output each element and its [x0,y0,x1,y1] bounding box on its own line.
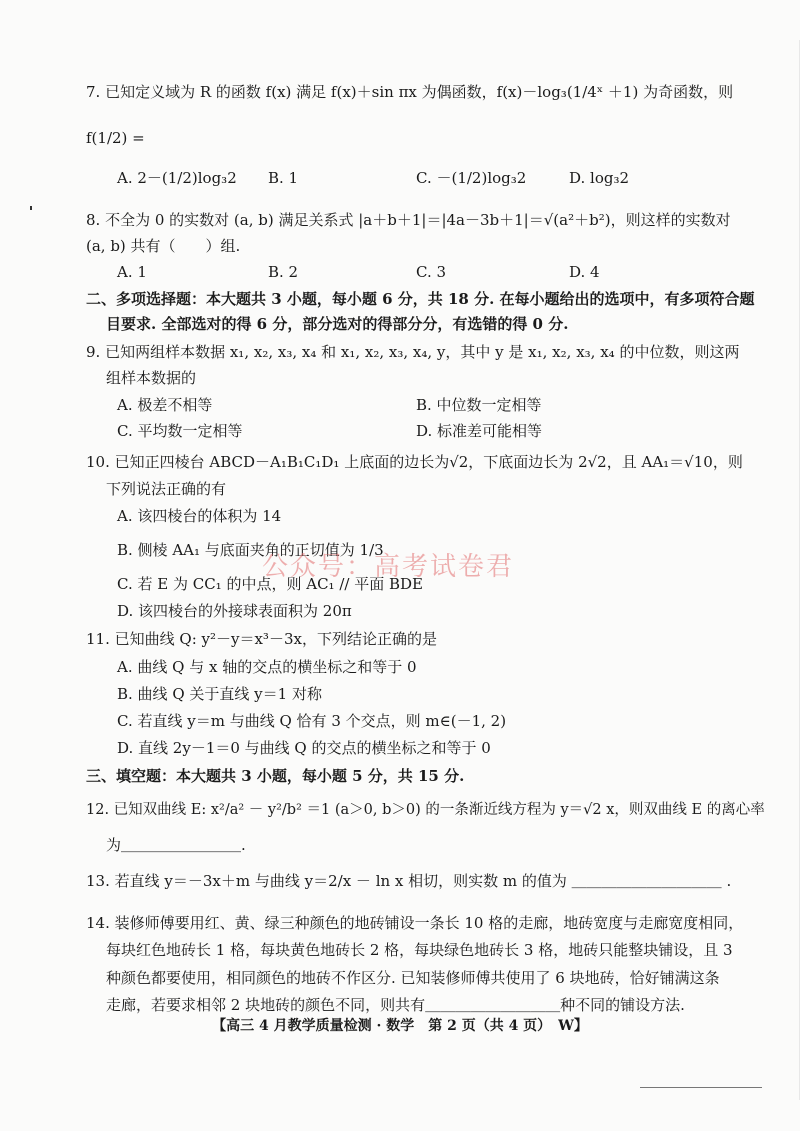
q14-stem-line2: 每块红色地砖长 1 格，每块黄色地砖长 2 格，每块绿色地砖长 3 格，地砖只能整块铺设，且 3 [106,941,733,959]
q12-stem-line1: 12. 已知双曲线 E: x²/a² － y²/b² ＝1 (a＞0, b＞0) 的一条渐近线方程为 y＝√2 x，则双曲线 E 的离心率 [86,802,765,818]
q14-stem-line4: 走廊，若要求相邻 2 块地砖的颜色不同，则共有＿＿＿＿＿＿＿＿＿种不同的铺设方法. [106,996,685,1014]
q9-stem-line1: 9. 已知两组样本数据 x₁, x₂, x₃, x₄ 和 x₁, x₂, x₃, x₄, y，其中 y 是 x₁, x₂, x₃, x₄ 的中位数，则这两 [86,343,740,361]
q12-stem-line2: 为＿＿＿＿＿＿＿＿. [106,836,246,854]
q8-stem-line2: (a, b) 共有（ ）组. [86,237,241,255]
scan-mark [30,206,32,210]
q7-stem-line1: 7. 已知定义域为 R 的函数 f(x) 满足 f(x)＋sin πx 为偶函数，f(x)－log₃(1/4ˣ ＋1) 为奇函数，则 [86,83,734,101]
q11-option-a: A. 曲线 Q 与 x 轴的交点的横坐标之和等于 0 [117,658,417,676]
q9-option-d: D. 标准差可能相等 [416,422,543,440]
q8-option-a: A. 1 [117,263,147,281]
q11-option-c: C. 若直线 y＝m 与曲线 Q 恰有 3 个交点，则 m∈(－1, 2) [117,712,507,730]
q10-option-b: B. 侧棱 AA₁ 与底面夹角的正切值为 1/3 [117,541,384,559]
q8-option-d: D. 4 [569,263,600,281]
q8-option-c: C. 3 [416,263,447,281]
q9-stem-line2: 组样本数据的 [106,369,197,387]
section2-header-line1: 二、多项选择题：本大题共 3 小题，每小题 6 分，共 18 分. 在每小题给出的选项中，有多项符合题 [86,290,755,308]
q14-stem-line3: 种颜色都要使用，相同颜色的地砖不作区分. 已知装修师傅共使用了 6 块地砖，恰好铺满这条 [106,969,720,987]
q11-option-d: D. 直线 2y－1＝0 与曲线 Q 的交点的横坐标之和等于 0 [117,739,491,757]
q7-stem-line2: f(1/2) = [86,129,145,147]
q9-option-a: A. 极差不相等 [117,396,213,414]
q7-option-b: B. 1 [268,169,299,187]
q7-option-c: C. －(1/2)log₃2 [416,169,527,187]
q10-option-a: A. 该四棱台的体积为 14 [117,507,282,525]
q8-option-b: B. 2 [268,263,299,281]
section3-header: 三、填空题：本大题共 3 小题，每小题 5 分，共 15 分. [86,767,465,785]
q11-option-b: B. 曲线 Q 关于直线 y＝1 对称 [117,685,322,703]
q9-option-c: C. 平均数一定相等 [117,422,243,440]
q8-stem-line1: 8. 不全为 0 的实数对 (a, b) 满足关系式 |a＋b＋1|＝|4a－3b＋1|＝√(a²＋b²)，则这样的实数对 [86,211,731,229]
page-footer: 【高三 4 月教学质量检测 · 数学 第 2 页（共 4 页） W】 [212,1018,588,1034]
q9-option-b: B. 中位数一定相等 [416,396,542,414]
section2-header-line2: 目要求. 全部选对的得 6 分，部分选对的得部分分，有选错的得 0 分. [106,315,569,333]
watermark-text: 公众号：高考试卷君 [262,552,515,582]
q11-stem-line1: 11. 已知曲线 Q: y²－y＝x³－3x，下列结论正确的是 [86,630,437,648]
q10-stem-line1: 10. 已知正四棱台 ABCD－A₁B₁C₁D₁ 上底面的边长为√2，下底面边长为 2√2，且 AA₁＝√10，则 [86,453,743,471]
q10-stem-line2: 下列说法正确的有 [106,480,227,498]
q7-option-a: A. 2－(1/2)log₃2 [117,169,237,187]
q13-stem-line1: 13. 若直线 y＝－3x＋m 与曲线 y＝2/x － ln x 相切，则实数 m 的值为 ＿＿＿＿＿＿＿＿＿＿ . [86,872,732,890]
bottom-rule [640,1087,762,1088]
q10-option-d: D. 该四棱台的外接球表面积为 20π [117,602,352,620]
q7-option-d: D. log₃2 [569,169,630,187]
q14-stem-line1: 14. 装修师傅要用红、黄、绿三种颜色的地砖铺设一条长 10 格的走廊，地砖宽度与走廊宽度相同， [86,914,744,932]
q10-option-c: C. 若 E 为 CC₁ 的中点，则 AC₁ // 平面 BDE [117,575,423,593]
